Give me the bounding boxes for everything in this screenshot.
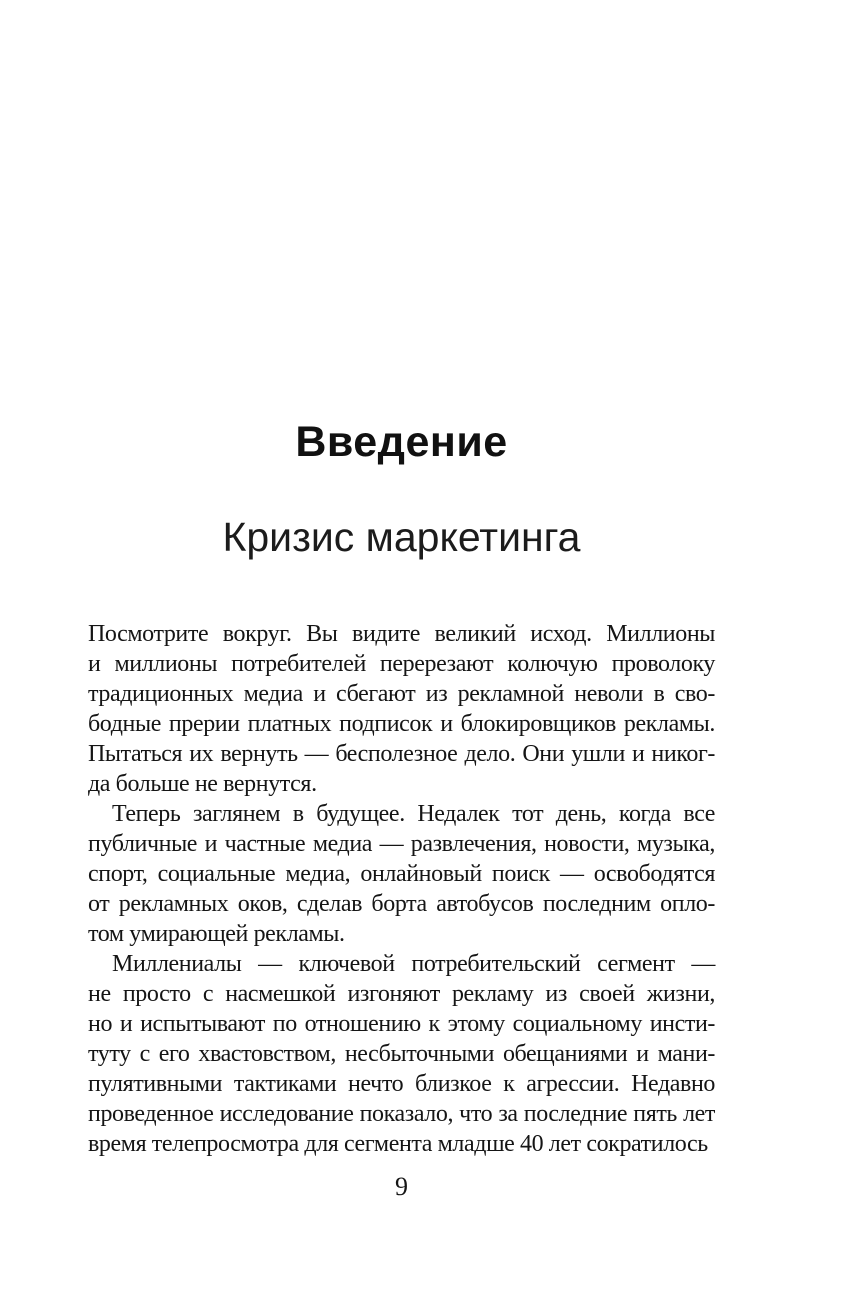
body-line: спорт, социальные медиа, онлайновый поиск — освободятся [88,861,715,887]
body-line: публичные и частные медиа — развлечения, новости, музыка, [88,831,715,857]
body-line: бодные прерии платных подписок и блокировщиков рекламы. [88,711,715,737]
body-line: проведенное исследование показало, что за последние пять лет [88,1101,715,1127]
paragraph [88,949,715,1159]
body-text [88,619,715,1159]
chapter-heading: Введение [295,417,508,466]
body-line: традиционных медиа и сбегают из рекламной неволи в сво- [88,681,715,707]
body-line: от рекламных оков, сделав борта автобусов последним опло- [88,891,715,917]
body-line: время телепросмотра для сегмента младше 40 лет сократилось [88,1131,708,1157]
body-line: Теперь заглянем в будущее. Недалек тот день, когда все [112,801,715,827]
paragraph [88,799,715,949]
chapter-subheading: Кризис маркетинга [222,514,581,561]
body-line: и миллионы потребителей перерезают колючую проволоку [88,651,715,677]
page-number: 9 [395,1172,408,1201]
body-line: но и испытывают по отношению к этому социальному инсти- [88,1011,715,1037]
body-line: Посмотрите вокруг. Вы видите великий исход. Миллионы [88,621,715,647]
body-line: не просто с насмешкой изгоняют рекламу из своей жизни, [88,981,715,1007]
body-line: пулятивными тактиками нечто близкое к агрессии. Недавно [88,1071,715,1097]
body-line: Пытаться их вернуть — бесполезное дело. Они ушли и никог- [88,741,715,767]
paragraph [88,619,715,799]
body-line: туту с его хвастовством, несбыточными обещаниями и мани- [88,1041,715,1067]
body-line: Миллениалы — ключевой потребительский сегмент — [112,951,715,977]
body-line: том умирающей рекламы. [88,921,345,947]
body-line: да больше не вернутся. [88,771,317,797]
